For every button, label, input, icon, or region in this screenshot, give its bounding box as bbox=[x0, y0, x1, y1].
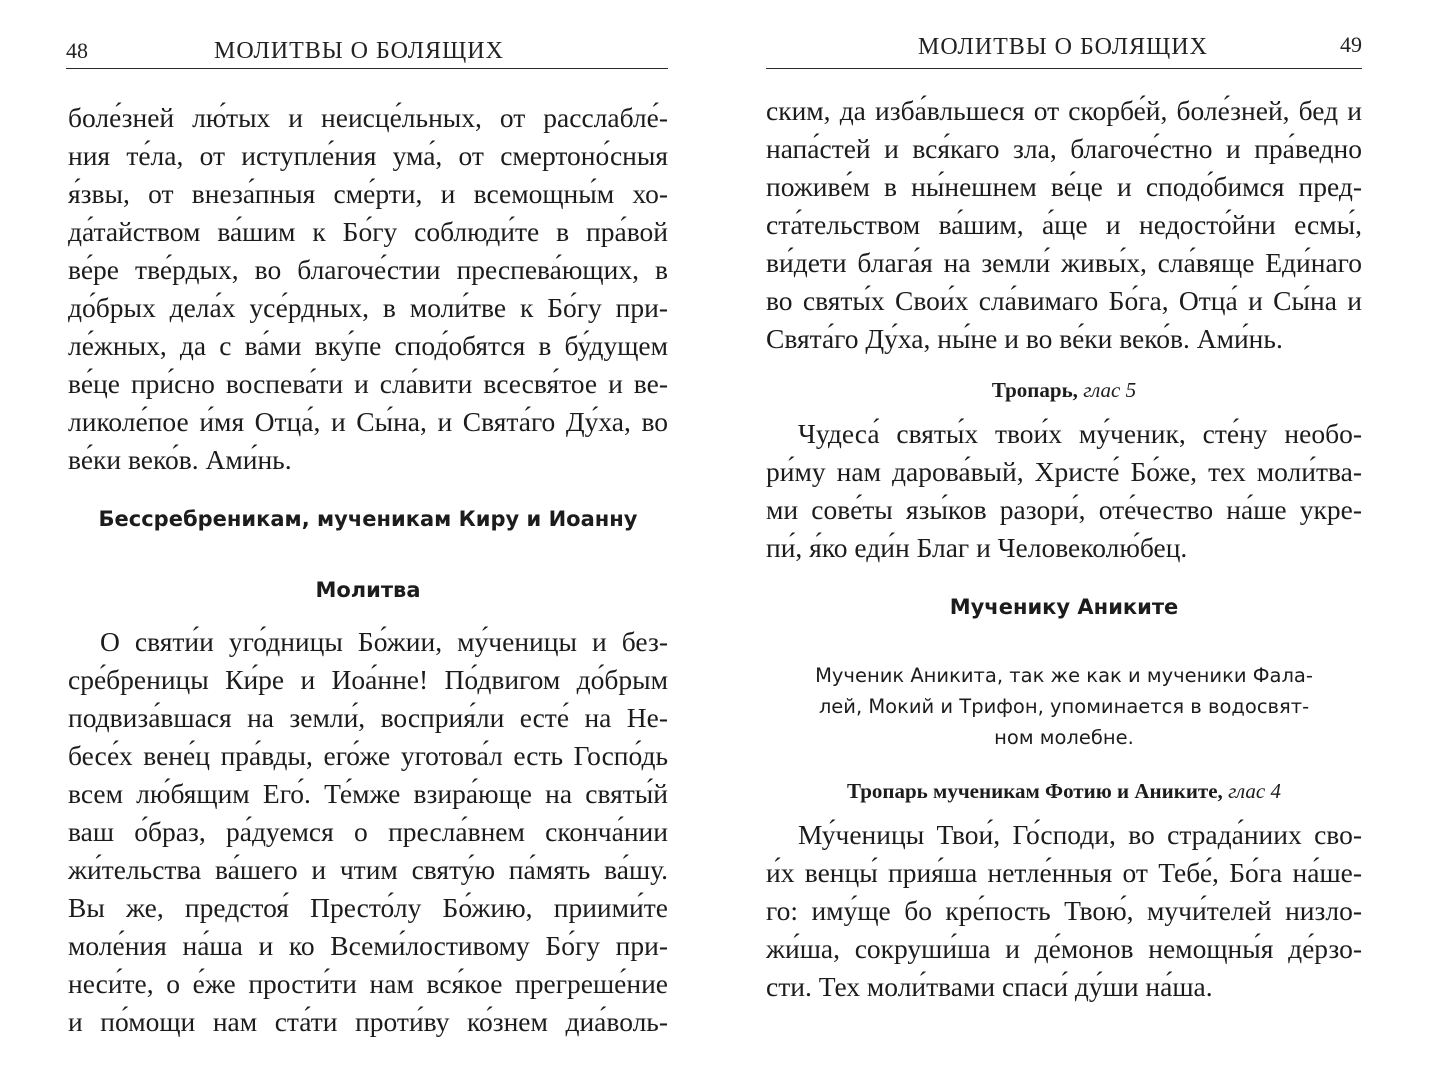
text-line: и по́мощи нам ста́ти проти́ву ко́знем диа́воль- bbox=[68, 1006, 668, 1037]
right-running-title: МОЛИТВЫ О БОЛЯЩИХ bbox=[918, 34, 1208, 60]
editorial-note bbox=[766, 660, 1362, 753]
text-line: боле́зней лю́тых и неисце́льных, от расслабле́- bbox=[68, 102, 668, 133]
text-line: во святы́х Свои́х сла́вимаго Бо́га, Отца́ и Сы́на и bbox=[766, 285, 1362, 316]
text-line: до́брых дела́х усе́рдных, в моли́тве к Бо́гу при- bbox=[68, 292, 668, 323]
note-line: Мученик Аникита, так же как и мученики Фала- bbox=[815, 664, 1313, 687]
left-prayer-text bbox=[68, 623, 668, 1041]
text-line: я́звы, от внеза́пныя сме́рти, и всемощны́м хо- bbox=[68, 178, 668, 209]
right-prayer-continuation bbox=[766, 92, 1362, 358]
text-line: ваш о́браз, ра́дуемся о пресла́внем сконча́нии bbox=[68, 816, 668, 847]
section-heading-anikita: Мученику Аниките bbox=[949, 595, 1179, 619]
note-line: лей, Мокий и Трифон, упоминается в водосвят- bbox=[818, 695, 1310, 718]
text-line: ле́жных, да с ва́ми вку́пе спод́обятся в бу́дущем bbox=[68, 330, 668, 361]
section-heading-kir-ioann: Бессребреникам, мученикам Киру и Иоанну bbox=[98, 507, 638, 531]
text-line: жи́ша, сокруши́ша и де́монов немощны́я де́рзо- bbox=[766, 933, 1362, 964]
text-line: ста́тельством ва́шим, а́ще и недосто́йни есмы́, bbox=[766, 209, 1362, 240]
troparion-text-tone4 bbox=[766, 816, 1362, 1006]
text-line: Му́ченицы Твои́, Го́споди, во страда́ниих сво- bbox=[798, 819, 1362, 850]
text-line: всем лю́бящим Его́. Те́мже взира́юще на святы́й bbox=[68, 778, 668, 809]
text-line: О святи́и уго́дницы Бо́жии, му́ченицы и без- bbox=[100, 626, 668, 657]
text-line: Вы же, предстоя́ Престо́лу Бо́жию, приими́те bbox=[68, 892, 668, 923]
text-line: бесе́х вене́ц пра́вды, его́же уготова́л есть Госпо́дь bbox=[68, 740, 668, 771]
text-line: жи́тельства ва́шего и чтим святу́ю па́мять ва́шу. bbox=[68, 854, 668, 885]
text-line: пи́, я́ко еди́н Благ и Человеколю́бец. bbox=[766, 532, 1188, 563]
text-line: и́х венцы́ прия́ша нетле́нныя от Тебе́, Бо́га на́ше- bbox=[766, 857, 1362, 888]
text-line: моле́ния на́ша и ко Всеми́лостивому Бо́гу при- bbox=[68, 930, 668, 961]
text-line: ликоле́пое и́мя Отца́, и Сы́на, и Свята́го Ду́ха, во bbox=[68, 406, 668, 437]
left-running-head bbox=[66, 28, 668, 69]
troparion-label: Тропарь мученикам Фотию и Аниките, bbox=[847, 779, 1223, 803]
text-line: ния те́ла, от иступле́ния ума́, от смертоно́сныя bbox=[68, 140, 668, 171]
text-line: ми сове́ты язы́ков разори́, оте́чество на́ше укре- bbox=[766, 494, 1362, 525]
troparion-heading-tone4 bbox=[766, 779, 1362, 804]
text-line: неси́те, о е́же прости́ти нам вся́кое прегреше́ние bbox=[68, 968, 668, 999]
troparion-text-tone5 bbox=[766, 415, 1362, 567]
text-line: ским, да изба́вльшеся от скорбе́й, боле́зней, бед и bbox=[766, 95, 1362, 126]
text-line: сти. Тех моли́твами спаси́ ду́ши на́ша. bbox=[766, 971, 1213, 1002]
note-line: ном молебне. bbox=[994, 726, 1134, 749]
left-page-number: 48 bbox=[66, 38, 88, 63]
text-line: ве́це при́сно воспева́ти и сла́вити всесвя́тое и ве- bbox=[68, 368, 668, 399]
text-line: ри́му нам дарова́вый, Христе́ Бо́же, тех моли́тва- bbox=[766, 456, 1362, 487]
troparion-tone: глас 5 bbox=[1083, 378, 1137, 402]
troparion-tone: глас 4 bbox=[1228, 779, 1281, 803]
text-line: Чудеса́ святы́х твои́х му́ченик, сте́ну необо- bbox=[798, 418, 1362, 449]
text-line: Свята́го Ду́ха, ны́не и во ве́ки веко́в. Ами́нь. bbox=[766, 323, 1283, 354]
text-line: подвиза́вшася на земли́, восприя́ли есте́ на Не- bbox=[68, 702, 668, 733]
text-line: напа́стей и вся́каго зла, благоче́стно и пра́ведно bbox=[766, 133, 1362, 164]
right-page bbox=[718, 0, 1436, 1080]
text-line: го: иму́ще бо кре́пость Твою́, мучи́телей низло- bbox=[766, 895, 1362, 926]
prayer-heading: Молитва bbox=[315, 578, 421, 602]
text-line: ве́ре тве́рдых, во благоче́стии преспева́ющих, в bbox=[68, 254, 668, 285]
text-line: поживе́м в ны́нешнем ве́це и сподо́бимся пред- bbox=[766, 171, 1362, 202]
troparion-heading-tone5 bbox=[766, 378, 1362, 403]
left-paragraph-continuation bbox=[68, 99, 668, 479]
right-page-number: 49 bbox=[1340, 32, 1362, 57]
right-running-head bbox=[766, 28, 1362, 69]
left-running-title: МОЛИТВЫ О БОЛЯЩИХ bbox=[214, 38, 504, 64]
text-line: да́тайством ва́шим к Бо́гу соблюди́те в пра́вой bbox=[68, 216, 668, 247]
text-line: ве́ки веко́в. Ами́нь. bbox=[68, 444, 292, 475]
text-line: ви́дети блага́я на земли́ живы́х, сла́вяще Еди́наго bbox=[766, 247, 1362, 278]
text-line: сре́бреницы Ки́ре и Иоа́нне! По́двигом до́брым bbox=[68, 664, 668, 695]
troparion-label: Тропарь, bbox=[991, 378, 1078, 402]
